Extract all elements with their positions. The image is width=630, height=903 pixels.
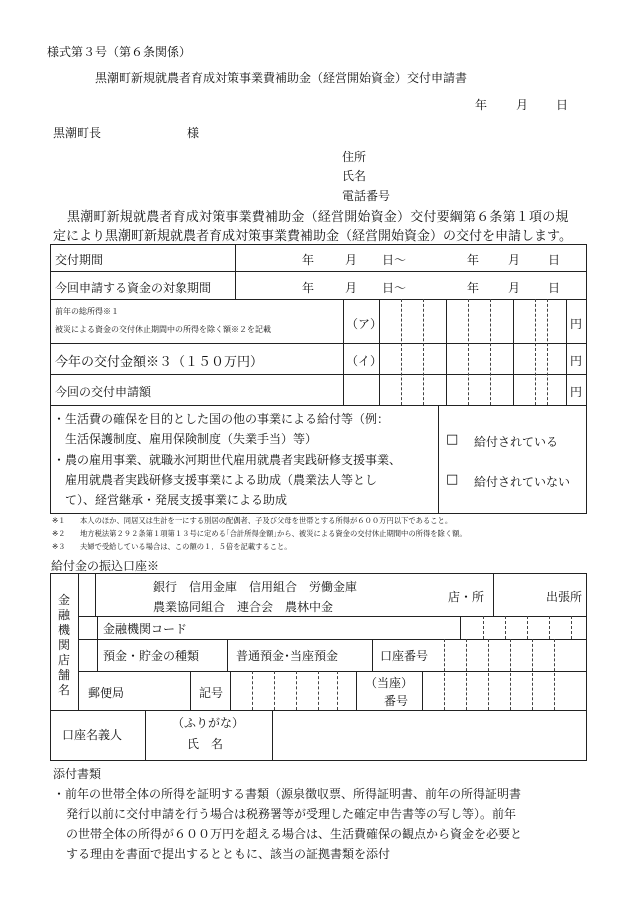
not-received-checkbox[interactable]: □ (446, 472, 459, 487)
note-3-text: 夫婦で受給している場合は、この額の１．５倍を記載すること。 (80, 542, 292, 551)
target-start-day: 日～ (382, 281, 407, 295)
current-account-label: （当座） (365, 676, 414, 690)
bank-code-label: 金融機関コード (103, 622, 188, 636)
post-office-label: 郵便局 (88, 686, 125, 700)
other-benefits-line-1: ・生活費の確保を目的とした国の他の事業による給付等（例： (53, 412, 390, 426)
attachments-line-3: の世帯全体の所得が６００万円を超える場合は、生活費確保の観点から資金を必要と (66, 827, 523, 841)
period-end-day: 日 (548, 253, 561, 267)
note-1-text: 本人のほか、同居又は生計を一にする別居の配偶者、子及び父母を世帯とする所得が６００万円以下であること。 (80, 516, 453, 525)
applicant-phone-label: 電話番号 (342, 189, 391, 203)
attachments-line-4: する理由を書面で提出するとともに、該当の証拠書類を添付 (66, 847, 391, 861)
institution-vertical-label: 金融機関店舗名 (57, 593, 70, 697)
grant-amount-yen: 円 (570, 354, 583, 368)
sub-branch-label: 出張所 (546, 590, 583, 604)
other-benefits-line-3: ・農の雇用事業、就職氷河期世代雇用就農者実践研修支援事業、 (53, 453, 402, 467)
institution-types-line-1: 銀行 信用金庫 信用組合 労働金庫 (153, 580, 358, 594)
applicant-address-label: 住所 (342, 150, 367, 164)
period-end-month: 月 (508, 253, 521, 267)
deposit-type-label: 預金・貯金の種類 (103, 649, 200, 663)
grant-period-label: 交付期間 (55, 253, 104, 267)
grant-amount-mark: （イ） (346, 354, 383, 368)
income-label-line-1: 前年の総所得※１ (55, 307, 119, 316)
note-2-text: 地方税法第２９２条第１項第１３号に定める｢合計所得金額｣から、被災による資金の交付休止期間中の所得を除く額。 (80, 529, 467, 538)
intro-line-1: 黒潮町新規就農者育成対策事業費補助金（経営開始資金）交付要綱第６条第１項の規 (67, 210, 569, 225)
date-month-label: 月 (516, 98, 529, 112)
account-number-label: 口座番号 (380, 649, 429, 663)
period-start-day: 日～ (382, 253, 407, 267)
attachments-title: 添付書類 (53, 767, 102, 781)
deposit-types: 普通預金･当座預金 (236, 649, 339, 663)
target-end-day: 日 (548, 281, 561, 295)
target-start-month: 月 (345, 281, 358, 295)
income-mark: （ア） (346, 317, 383, 331)
branch-label: 店・所 (448, 590, 485, 604)
grant-amount-label: 今年の交付金額※３（１５０万円） (55, 355, 264, 370)
not-received-option-label: 給付されていない (474, 475, 571, 489)
income-label-line-2: 被災による資金の交付休止期間中の所得を除く額※２を記載 (55, 325, 271, 334)
target-end-month: 月 (508, 281, 521, 295)
other-benefits-line-2: 生活保護制度、雇用保険制度（失業手当）等） (65, 432, 318, 446)
institution-types-line-2: 農業協同組合 連合会 農林中金 (153, 600, 334, 614)
post-symbol-label: 記号 (199, 686, 224, 700)
form-number: 様式第３号（第６条関係） (47, 45, 192, 59)
request-amount-label: 今回の交付申請額 (55, 385, 152, 399)
form-title: 黒潮町新規就農者育成対策事業費補助金（経営開始資金）交付申請書 (95, 71, 468, 85)
period-end-year: 年 (467, 253, 480, 267)
note-2-mark: ※２ (52, 529, 66, 538)
attachments-line-1: ・前年の世帯全体の所得を証明する書類（源泉徴収票、所得証明書、前年の所得証明書 (53, 787, 522, 801)
holder-name-label: 氏 名 (187, 737, 224, 751)
date-day-label: 日 (556, 98, 569, 112)
addressee-honorific: 様 (187, 126, 200, 140)
other-benefits-line-4: 雇用就農者実践研修支援事業による助成（農業法人等とし (65, 473, 378, 487)
received-option-label: 給付されている (474, 435, 559, 449)
income-yen: 円 (570, 317, 583, 331)
note-1-mark: ※１ (52, 516, 66, 525)
applicant-name-label: 氏名 (342, 169, 367, 183)
bank-section-title: 給付金の振込口座※ (51, 559, 160, 573)
furigana-label: （ふりがな） (172, 716, 245, 730)
received-checkbox[interactable]: □ (446, 432, 459, 447)
target-period-label: 今回申請する資金の対象期間 (55, 281, 212, 295)
intro-line-2: 定により黒潮町新規就農者育成対策事業費補助金（経営開始資金）の交付を申請します。 (53, 229, 572, 244)
date-year-label: 年 (475, 98, 488, 112)
target-end-year: 年 (467, 281, 480, 295)
account-holder-label: 口座名義人 (62, 728, 123, 742)
addressee-mayor: 黒潮町長 (53, 126, 102, 140)
post-number-label: 番号 (384, 694, 409, 708)
period-start-month: 月 (345, 253, 358, 267)
other-benefits-line-5: て）、経営継承・発展支援事業による助成 (65, 493, 288, 507)
attachments-line-2: 発行以前に交付申請を行う場合は税務署等が受理した確定申告書等の写し等）。前年 (66, 807, 517, 821)
period-start-year: 年 (302, 253, 315, 267)
target-start-year: 年 (302, 281, 315, 295)
note-3-mark: ※３ (52, 542, 66, 551)
request-amount-yen: 円 (570, 385, 583, 399)
